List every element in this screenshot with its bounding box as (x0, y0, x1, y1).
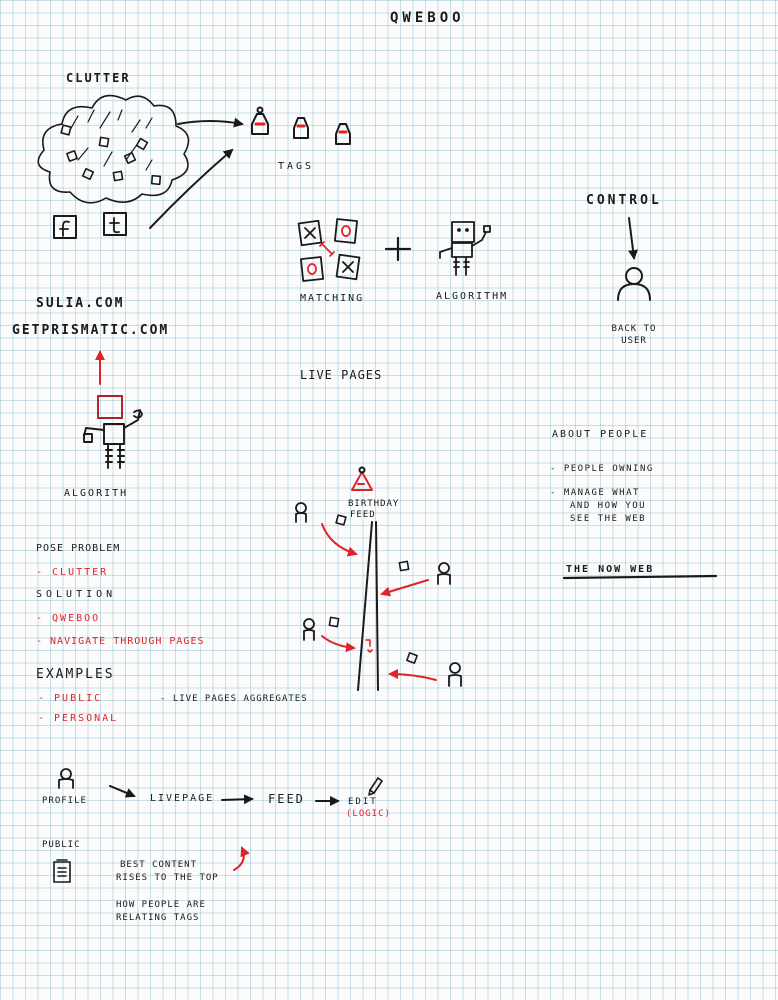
flow-feed: FEED (268, 792, 305, 806)
arrow-flow (222, 799, 252, 800)
arrow-clutter-tags (178, 121, 242, 124)
algorith-label: ALGORITH (64, 488, 129, 499)
public-note-2a: HOW PEOPLE ARE (116, 900, 206, 910)
solution-navigate: - NAVIGATE THROUGH PAGES (36, 636, 205, 647)
examples-heading: EXAMPLES (36, 667, 115, 682)
site-sulia: SULIA.COM (36, 296, 125, 311)
facebook-icon (54, 216, 76, 238)
cloud-icon (38, 96, 188, 203)
tags-label: TAGS (278, 161, 315, 172)
manage-line-1: - MANAGE WHAT (550, 488, 640, 498)
site-prismatic: GETPRISMATIC.COM (12, 323, 170, 338)
flow-logic: (LOGIC) (346, 809, 391, 819)
public-note-1a: BEST CONTENT (120, 860, 198, 870)
tag-icon (252, 108, 350, 145)
content-square (407, 653, 417, 663)
person-icon (438, 563, 450, 584)
algorithm-label: ALGORITHM (436, 291, 509, 302)
control-label: CONTROL (586, 193, 662, 208)
feed-line-right (376, 522, 378, 690)
birthday-feed-label: FEED (350, 510, 376, 520)
robot-icon (440, 222, 490, 275)
content-square (336, 515, 346, 525)
clutter-label: CLUTTER (66, 71, 131, 85)
twitter-icon (104, 213, 126, 235)
problem-clutter: - CLUTTER (36, 567, 109, 578)
page-title: QWEBOO (390, 10, 465, 26)
flow-profile: PROFILE (42, 796, 87, 806)
birthday-label: BIRTHDAY (348, 499, 400, 509)
back-to-user-label-2: USER (621, 336, 647, 346)
document-icon (54, 860, 70, 882)
plus-icon (386, 238, 410, 260)
party-hat-icon (352, 468, 372, 491)
pose-problem-heading: POSE PROBLEM (36, 543, 121, 554)
arrow-rises (234, 848, 244, 870)
back-to-user-label: BACK TO (611, 324, 657, 334)
flow-livepage: LIVEPAGE (150, 793, 215, 804)
solution-heading: SOLUTION (36, 589, 117, 600)
feed-line-left (358, 522, 372, 690)
person-icon (618, 268, 650, 300)
arrow-feed-in (322, 524, 356, 554)
arrow-feed-in (382, 580, 428, 594)
person-icon (449, 663, 461, 686)
flow-edit: EDIT (348, 797, 378, 807)
arrow-feed-in (322, 636, 354, 648)
manage-line-2: AND HOW YOU (570, 501, 647, 511)
example-public-note: - LIVE PAGES AGGREGATES (160, 694, 308, 704)
matching-label: MATCHING (300, 293, 365, 304)
content-square (329, 617, 338, 626)
example-public: - PUBLIC (38, 693, 103, 704)
arrow-flow (110, 786, 134, 796)
manage-line-3: SEE THE WEB (570, 514, 647, 524)
robot-icon (84, 396, 142, 468)
solution-qweboo: - QWEBOO (36, 613, 101, 624)
public-note-1b: RISES TO THE TOP (116, 873, 219, 883)
person-icon (59, 769, 73, 788)
pencil-icon (369, 778, 382, 795)
people-owning: - PEOPLE OWNING (550, 464, 654, 474)
content-square (399, 561, 408, 570)
arrow-feed-in (390, 674, 436, 680)
matching-squares (299, 219, 360, 281)
person-icon (296, 503, 306, 522)
arrow-social-tags (150, 150, 232, 228)
public-heading: PUBLIC (42, 840, 81, 850)
person-icon (304, 619, 314, 640)
about-people-heading: ABOUT PEOPLE (552, 429, 649, 440)
live-pages-label: LIVE PAGES (300, 368, 383, 382)
arrow-control-user (629, 218, 634, 258)
example-personal: - PERSONAL (38, 713, 119, 724)
now-web-label: THE NOW WEB (566, 564, 655, 575)
public-note-2b: RELATING TAGS (116, 913, 200, 923)
